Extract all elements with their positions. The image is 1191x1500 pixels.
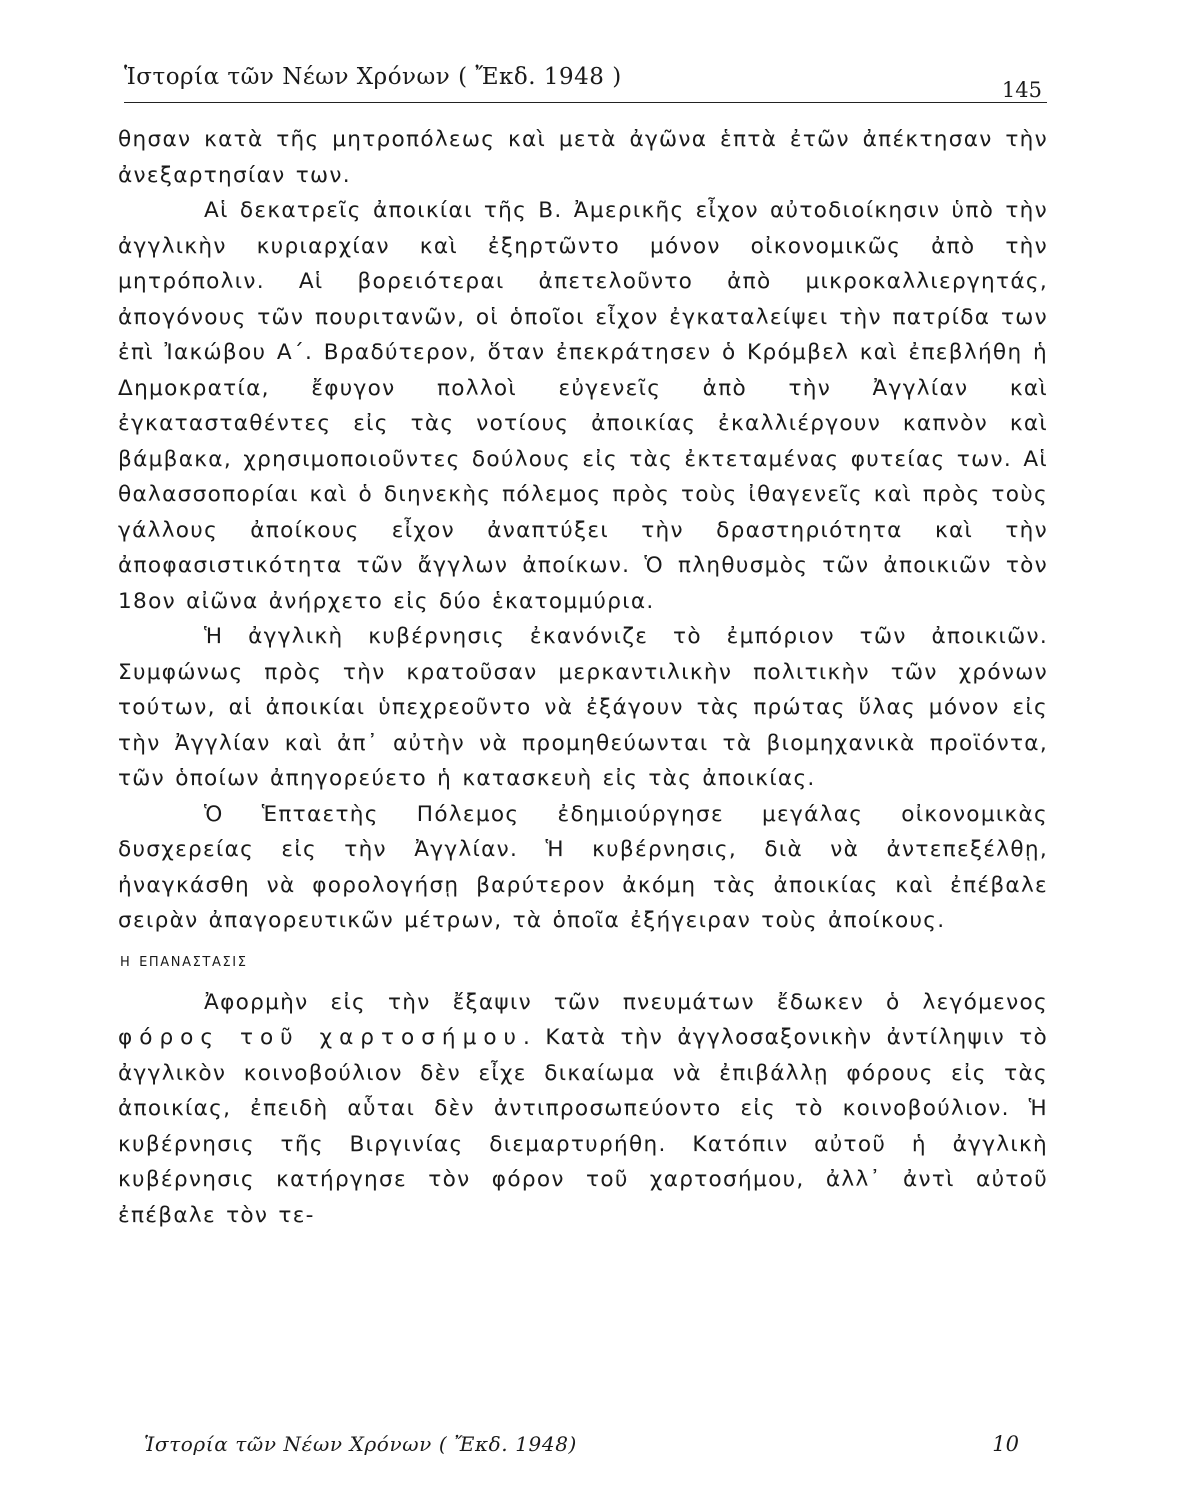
header-rule <box>124 102 1047 103</box>
footer <box>124 1432 1019 1466</box>
footer-title: Ἱστορία τῶν Νέων Χρόνων ( Ἔκδ. 1948) <box>144 1432 577 1456</box>
paragraph: Ἡ ἀγγλικὴ κυβέρνησις ἐκανόνιζε τὸ ἐμπόριον τῶν ἀποικιῶν. Συμφώνως πρὸς τὴν κρατοῦσαν μερκαντιλικὴν πολιτικὴν τῶν χρόνων τούτων, αἱ ἀποικίαι ὑπεχρεοῦντο νὰ ἐξάγουν τὰς πρώτας ὕλας μόνον εἰς τὴν Ἀγγλίαν καὶ ἀπ᾿ αὐτὴν νὰ προμηθεύωνται τὰ βιομηχανικὰ προϊόντα, τῶν ὁποίων ἀπηγορεύετο ἡ κατασκευὴ εἰς τὰς ἀποικίας. <box>118 624 1048 791</box>
paragraph <box>118 985 1048 1234</box>
paragraph-text: . Κατὰ τὴν ἀγγλοσαξονικὴν ἀντίληψιν τὸ ἀγγλικὸν κοινοβούλιον δὲν εἶχε δικαίωμα νὰ ἐπιβάλλῃ φόρους εἰς τὰς ἀποικίας, ἐπειδὴ αὗται δὲν ἀντιπροσωπεύοντο εἰς τὸ κοινοβούλιον. Ἡ κυβέρνησις τῆς Βιργινίας διεμαρτυρήθη. Κατόπιν αὐτοῦ ἡ ἀγγλικὴ κυβέρνησις κατήργησε τὸν φόρον τοῦ χαρτοσήμου, ἀλλ᾿ ἀντὶ αὐτοῦ ἐπέβαλε τὸν τε- <box>118 1025 1048 1228</box>
section-heading: Η ΕΠΑΝΑΣΤΑΣΙΣ <box>120 954 248 970</box>
page-number: 145 <box>1001 78 1042 102</box>
paragraph-text: Ἀφορμὴν εἰς τὴν ἔξαψιν τῶν πνευμάτων ἔδωκεν ὁ λεγόμενος <box>204 989 1048 1015</box>
paragraph: Αἱ δεκατρεῖς ἀποικίαι τῆς Β. Ἀμερικῆς εἶχον αὐτοδιοίκησιν ὑπὸ τὴν ἀγγλικὴν κυριαρχίαν καὶ ἐξηρτῶντο μόνον οἰκονομικῶς ἀπὸ τὴν μητρόπολιν. Αἱ βορειότεραι ἀπετελοῦντο ἀπὸ μικροκαλλιεργητάς, ἀπογόνους τῶν πουριτανῶν, οἱ ὁποῖοι εἶχον ἐγκαταλείψει τὴν πατρίδα των ἐπὶ Ἰακώβου Α΄. Βραδύτερον, ὅταν ἐπεκράτησεν ὁ Κρόμβελ καὶ ἐπεβλήθη ἡ Δημοκρατία, ἔφυγον πολλοὶ εὐγενεῖς ἀπὸ τὴν Ἀγγλίαν καὶ ἐγκατασταθέντες εἰς τὰς νοτίους ἀποικίας ἐκαλλιέργουν καπνὸν καὶ βάμβακα, χρησιμοποιοῦντες δούλους εἰς τὰς ἐκτεταμένας φυτείας των. Αἱ θαλασσοπορίαι καὶ ὁ διηνεκὴς πόλεμος πρὸς τοὺς ἰθαγενεῖς καὶ πρὸς τοὺς γάλλους ἀποίκους εἶχον ἀναπτύξει τὴν δραστηριότητα καὶ τὴν ἀποφασιστικότητα τῶν ἄγγλων ἀποίκων. Ὁ πληθυσμὸς τῶν ἀποικιῶν τὸν 18ον αἰῶνα ἀνήρχετο εἰς δύο ἑκατομμύρια. <box>118 198 1048 614</box>
running-head <box>124 64 1044 104</box>
body-text <box>118 122 1048 1233</box>
paragraph: θησαν κατὰ τῆς μητροπόλεως καὶ μετὰ ἀγῶνα ἑπτὰ ἐτῶν ἀπέκτησαν τὴν ἀνεξαρτησίαν των. <box>118 127 1048 188</box>
signature-mark: 10 <box>992 1432 1019 1456</box>
spaced-term: φόρος τοῦ χαρτοσήμου <box>118 1025 524 1050</box>
running-title: Ἱστορία τῶν Νέων Χρόνων ( Ἔκδ. 1948 ) <box>124 64 622 90</box>
paragraph: Ὁ Ἑπταετὴς Πόλεμος ἐδημιούργησε μεγάλας οἰκονομικὰς δυσχερείας εἰς τὴν Ἀγγλίαν. Ἡ κυβέρνησις, διὰ νὰ ἀντεπεξέλθῃ, ἠναγκάσθη νὰ φορολογήσῃ βαρύτερον ἀκόμη τὰς ἀποικίας καὶ ἐπέβαλε σειρὰν ἀπαγορευτικῶν μέτρων, τὰ ὁποῖα ἐξήγειραν τοὺς ἀποίκους. <box>118 801 1048 933</box>
